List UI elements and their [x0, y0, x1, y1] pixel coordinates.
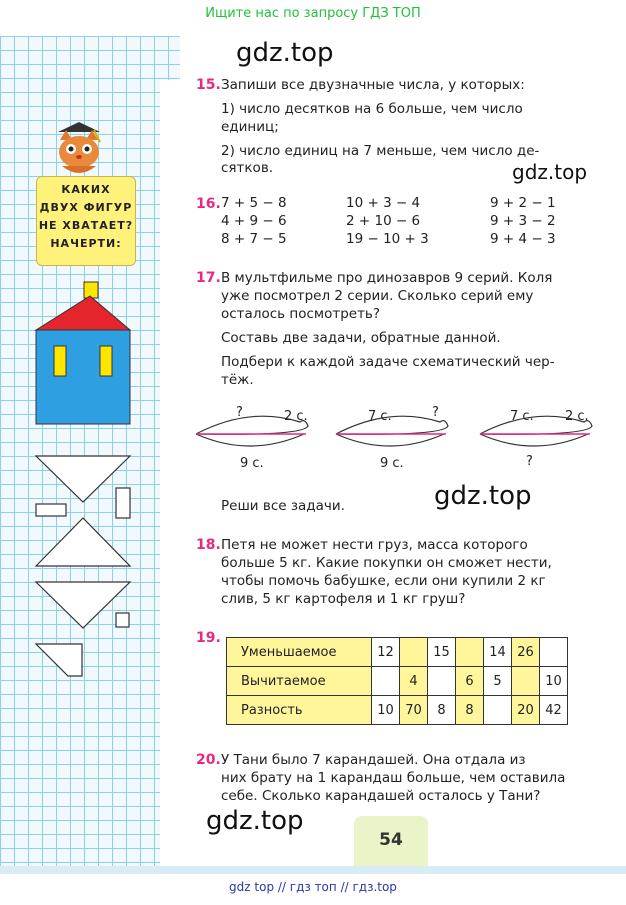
- expression: 7 + 5 − 8: [221, 195, 287, 211]
- question-sign: [36, 176, 136, 266]
- diagram-label: ?: [526, 454, 533, 469]
- diagram-label: ?: [432, 405, 439, 420]
- diagram-label: 7 с.: [510, 409, 534, 424]
- table-cell: [540, 638, 568, 667]
- diagram-label: 9 с.: [240, 456, 264, 471]
- sign-line: КАКИХ: [61, 183, 111, 196]
- task-text: уже посмотрел 2 серии. Сколько серий ему: [221, 288, 534, 304]
- table-cell: 42: [540, 696, 568, 725]
- expression: 8 + 7 − 5: [221, 231, 287, 247]
- task-number: 15.: [196, 77, 221, 93]
- table-cell: 5: [484, 667, 512, 696]
- diagram-label: 2 с.: [284, 409, 308, 424]
- sign-line: НАЧЕРТИ:: [50, 237, 122, 250]
- window-left: [54, 346, 66, 376]
- task-text: 1) число десятков на 6 больше, чем число: [221, 101, 523, 117]
- table-cell: 20: [512, 696, 540, 725]
- expression: 9 + 4 − 3: [490, 231, 556, 247]
- expression: 9 + 2 − 1: [490, 195, 556, 211]
- expression: 4 + 9 − 6: [221, 213, 287, 229]
- expression: 2 + 10 − 6: [346, 213, 421, 229]
- task-text: 2) число единиц на 7 меньше, чем число де-: [221, 143, 540, 159]
- table-cell: 15: [428, 638, 456, 667]
- table-cell: [400, 638, 428, 667]
- house-wall: [36, 330, 130, 424]
- diagram-label: 9 с.: [380, 456, 404, 471]
- table-cell: 8: [428, 696, 456, 725]
- table-cell: [456, 638, 484, 667]
- table-cell: [512, 667, 540, 696]
- task-text: сятков.: [221, 160, 274, 176]
- row-label: Вычитаемое: [227, 667, 372, 696]
- task-text: В мультфильме про динозавров 9 серий. Коля: [221, 270, 553, 286]
- task-number: 20.: [196, 752, 221, 768]
- table-cell: 14: [484, 638, 512, 667]
- task-text: осталось посмотреть?: [221, 306, 381, 322]
- task-text: себе. Сколько карандашей осталось у Тани?: [221, 788, 541, 804]
- task-text: Составь две задачи, обратные данной.: [221, 330, 501, 346]
- cat-mascot-icon: [44, 118, 114, 180]
- sign-line: ДВУХ ФИГУР: [39, 201, 133, 214]
- table-cell: 12: [372, 638, 400, 667]
- diagram-label: 2 с.: [565, 409, 589, 424]
- geometric-figures: [30, 280, 140, 680]
- diagram-label: ?: [236, 405, 243, 420]
- page-number: 54: [354, 816, 428, 866]
- table-cell: 26: [512, 638, 540, 667]
- table-cell: [484, 696, 512, 725]
- watermark: gdz.top: [512, 160, 588, 184]
- task-text: Подбери к каждой задаче схематический чер-: [221, 354, 555, 370]
- schematic-diagrams: [190, 412, 610, 462]
- task-text: больше 5 кг. Какие покупки он сможет нести,: [221, 555, 552, 571]
- left-panel-edge: [160, 80, 180, 868]
- top-banner: Ищите нас по запросу ГДЗ ТОП: [205, 6, 421, 21]
- sign-line: НЕ ХВАТАЕТ?: [38, 219, 134, 232]
- table-row: [227, 667, 568, 696]
- task-number: 16.: [196, 196, 221, 212]
- table-row: [227, 638, 568, 667]
- task-text: них брату на 1 карандаш больше, чем оставила: [221, 770, 566, 786]
- table-cell: 8: [456, 696, 484, 725]
- row-label: Уменьшаемое: [227, 638, 372, 667]
- task-text: слив, 5 кг картофеля и 1 кг груш?: [221, 591, 466, 607]
- task-number: 18.: [196, 537, 221, 553]
- task-text: чтобы помочь бабушке, если они купили 2 кг: [221, 573, 546, 589]
- table-cell: [372, 667, 400, 696]
- table-cell: 70: [400, 696, 428, 725]
- table-cell: 10: [540, 667, 568, 696]
- task-number: 17.: [196, 270, 221, 286]
- subtraction-table: [226, 637, 568, 725]
- window-right: [100, 346, 112, 376]
- table-cell: 10: [372, 696, 400, 725]
- roof: [36, 296, 130, 330]
- task-text: Петя не может нести груз, масса которого: [221, 537, 528, 553]
- chimney: [84, 282, 98, 298]
- bottom-banner: gdz top // гдз топ // гдз.top: [229, 880, 397, 894]
- task-text: тёж.: [221, 372, 254, 388]
- expression: 9 + 3 − 2: [490, 213, 556, 229]
- watermark: gdz.top: [434, 481, 532, 511]
- task-text: Запиши все двузначные числа, у которых:: [221, 77, 525, 93]
- row-label: Разность: [227, 696, 372, 725]
- watermark: gdz.top: [206, 806, 304, 836]
- task-text: единиц;: [221, 119, 279, 135]
- diagram-2: [336, 416, 448, 446]
- task-text: Реши все задачи.: [221, 498, 345, 514]
- table-cell: 4: [400, 667, 428, 696]
- task-number: 19.: [196, 630, 221, 646]
- diagram-label: 7 с.: [368, 409, 392, 424]
- table-row: [227, 696, 568, 725]
- table-cell: [428, 667, 456, 696]
- expression: 10 + 3 − 4: [346, 195, 421, 211]
- bottom-strip: [0, 866, 626, 874]
- expression: 19 − 10 + 3: [346, 231, 429, 247]
- watermark: gdz.top: [236, 38, 334, 68]
- task-text: У Тани было 7 карандашей. Она отдала из: [221, 752, 526, 768]
- table-cell: 6: [456, 667, 484, 696]
